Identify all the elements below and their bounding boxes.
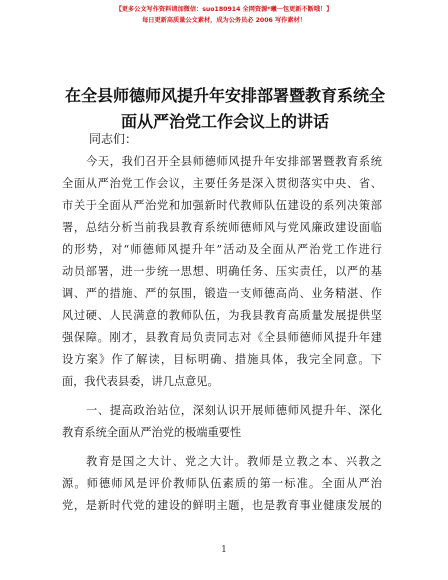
body-line: 的形势，对“师德师风提升年”活动及全面从严治党工作进行 (62, 243, 382, 256)
salutation: 同志们： (89, 132, 138, 146)
body-line: 教育是国之大计、党之大计。教师是立教之本、兴教之 (86, 455, 382, 468)
body-line: 风过硬、人民满意的教师队伍，为我县教育高质量发展提供坚 (62, 309, 382, 322)
body-line: 调、严的措施、严的氛围，锻造一支师德高尚、业务精湛、作 (62, 287, 382, 300)
promo-banner-line-1: 【更多公文写作资料请加微信：suo180914 全网资源*曦一包更新不断哦！】 (115, 6, 333, 13)
body-line: 设方案》作了解读，目标明确、措施具体，我完全同意。下 (62, 353, 382, 366)
title-line-1: 在全县师德师风提升年安排部署暨教育系统全 (64, 86, 385, 105)
body-line: 动员部署，进一步统一思想、明确任务、压实责任，以严的基 (62, 265, 382, 278)
body-line: 源。师德师风是评价教师队伍素质的第一标准。全面从严治 (62, 477, 382, 490)
body-line: 署，总结分析当前我县教育系统师德师风与党风廉政建设面临 (62, 221, 382, 234)
section-heading-line: 一、提高政治站位，深刻认识开展师德师风提升年、深化 (86, 404, 382, 417)
title-line-2: 面从严治党工作会议上的讲话 (120, 112, 329, 131)
body-line: 全面从严治党工作会议，主要任务是深入贯彻落实中央、省、 (62, 177, 382, 190)
body-line: 面，我代表县委，讲几点意见。 (62, 375, 219, 388)
body-line: 强保障。刚才，县教育局负责同志对《全县师德师风提升年建 (62, 331, 382, 344)
section-heading-line: 教育系统全面从严治党的极端重要性 (62, 426, 242, 439)
body-line: 党，是新时代党的建设的鲜明主题，也是教育事业健康发展的 (62, 499, 382, 512)
document-title (58, 83, 392, 135)
body-line: 市关于全面从严治党和加强新时代教师队伍建设的系列决策部 (62, 199, 382, 212)
page-number: 1 (221, 545, 227, 555)
body-line: 今天，我们召开全县师德师风提升年安排部署暨教育系统 (86, 155, 382, 168)
promo-banner-line-2: 每日更新高质量公文素材，成为公务员必 2006 写作素材！ (142, 17, 306, 24)
